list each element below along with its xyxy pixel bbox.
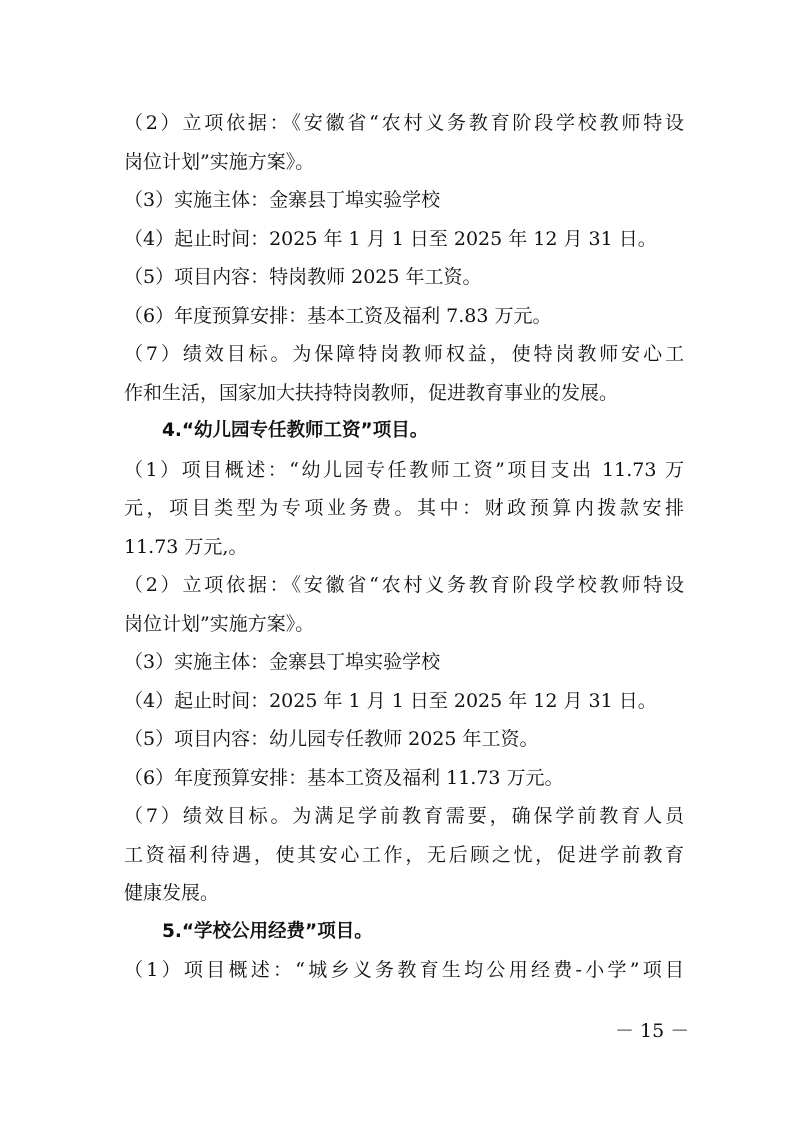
page-number: － 15 － bbox=[615, 1020, 690, 1042]
paragraph-line: 岗位计划”实施方案》。 bbox=[124, 612, 315, 635]
paragraph-line: 工资福利待遇，使其安心工作，无后顾之忧，促进学前教育 bbox=[124, 843, 684, 866]
paragraph-line: （2）立项依据：《安徽省“农村义务教育阶段学校教师特设 bbox=[124, 112, 684, 134]
paragraph-line: （2）立项依据：《安徽省“农村义务教育阶段学校教师特设 bbox=[124, 574, 684, 596]
paragraph-line: （7）绩效目标。为满足学前教育需要，确保学前教育人员 bbox=[124, 805, 684, 827]
paragraph-line: 岗位计划”实施方案》。 bbox=[124, 150, 315, 173]
paragraph-line: 健康发展。 bbox=[124, 882, 220, 904]
paragraph-line: （5）项目内容：幼儿园专任教师 2025 年工资。 bbox=[124, 728, 539, 750]
paragraph-line: （6）年度预算安排：基本工资及福利 11.73 万元。 bbox=[124, 766, 564, 789]
paragraph-line: （1）项目概述：“城乡义务教育生均公用经费-小学”项目 bbox=[124, 959, 684, 981]
paragraph-line: （4）起止时间：2025 年 1 月 1 日至 2025 年 12 月 31 日。 bbox=[124, 227, 657, 250]
paragraph-line: （3）实施主体：金寨县丁埠实验学校 bbox=[124, 651, 441, 673]
section-heading: 5.“学校公用经费”项目。 bbox=[162, 920, 373, 942]
paragraph-line: （1）项目概述：“幼儿园专任教师工资”项目支出 11.73 万 bbox=[124, 458, 684, 481]
paragraph-line: （3）实施主体：金寨县丁埠实验学校 bbox=[124, 189, 441, 211]
document-body bbox=[124, 104, 684, 990]
paragraph-line: 11.73 万元,。 bbox=[124, 535, 248, 558]
paragraph-line: （4）起止时间：2025 年 1 月 1 日至 2025 年 12 月 31 日。 bbox=[124, 689, 657, 712]
paragraph-line: 作和生活，国家加大扶持特岗教师，促进教育事业的发展。 bbox=[124, 381, 619, 404]
paragraph-line: （6）年度预算安排：基本工资及福利 7.83 万元。 bbox=[124, 304, 552, 327]
paragraph-line: （5）项目内容：特岗教师 2025 年工资。 bbox=[124, 266, 482, 288]
paragraph-line: 元，项目类型为专项业务费。其中：财政预算内拨款安排 bbox=[124, 497, 684, 519]
section-heading: 4.“幼儿园专任教师工资”项目。 bbox=[162, 420, 429, 441]
paragraph-line: （7）绩效目标。为保障特岗教师权益，使特岗教师安心工 bbox=[124, 343, 684, 365]
